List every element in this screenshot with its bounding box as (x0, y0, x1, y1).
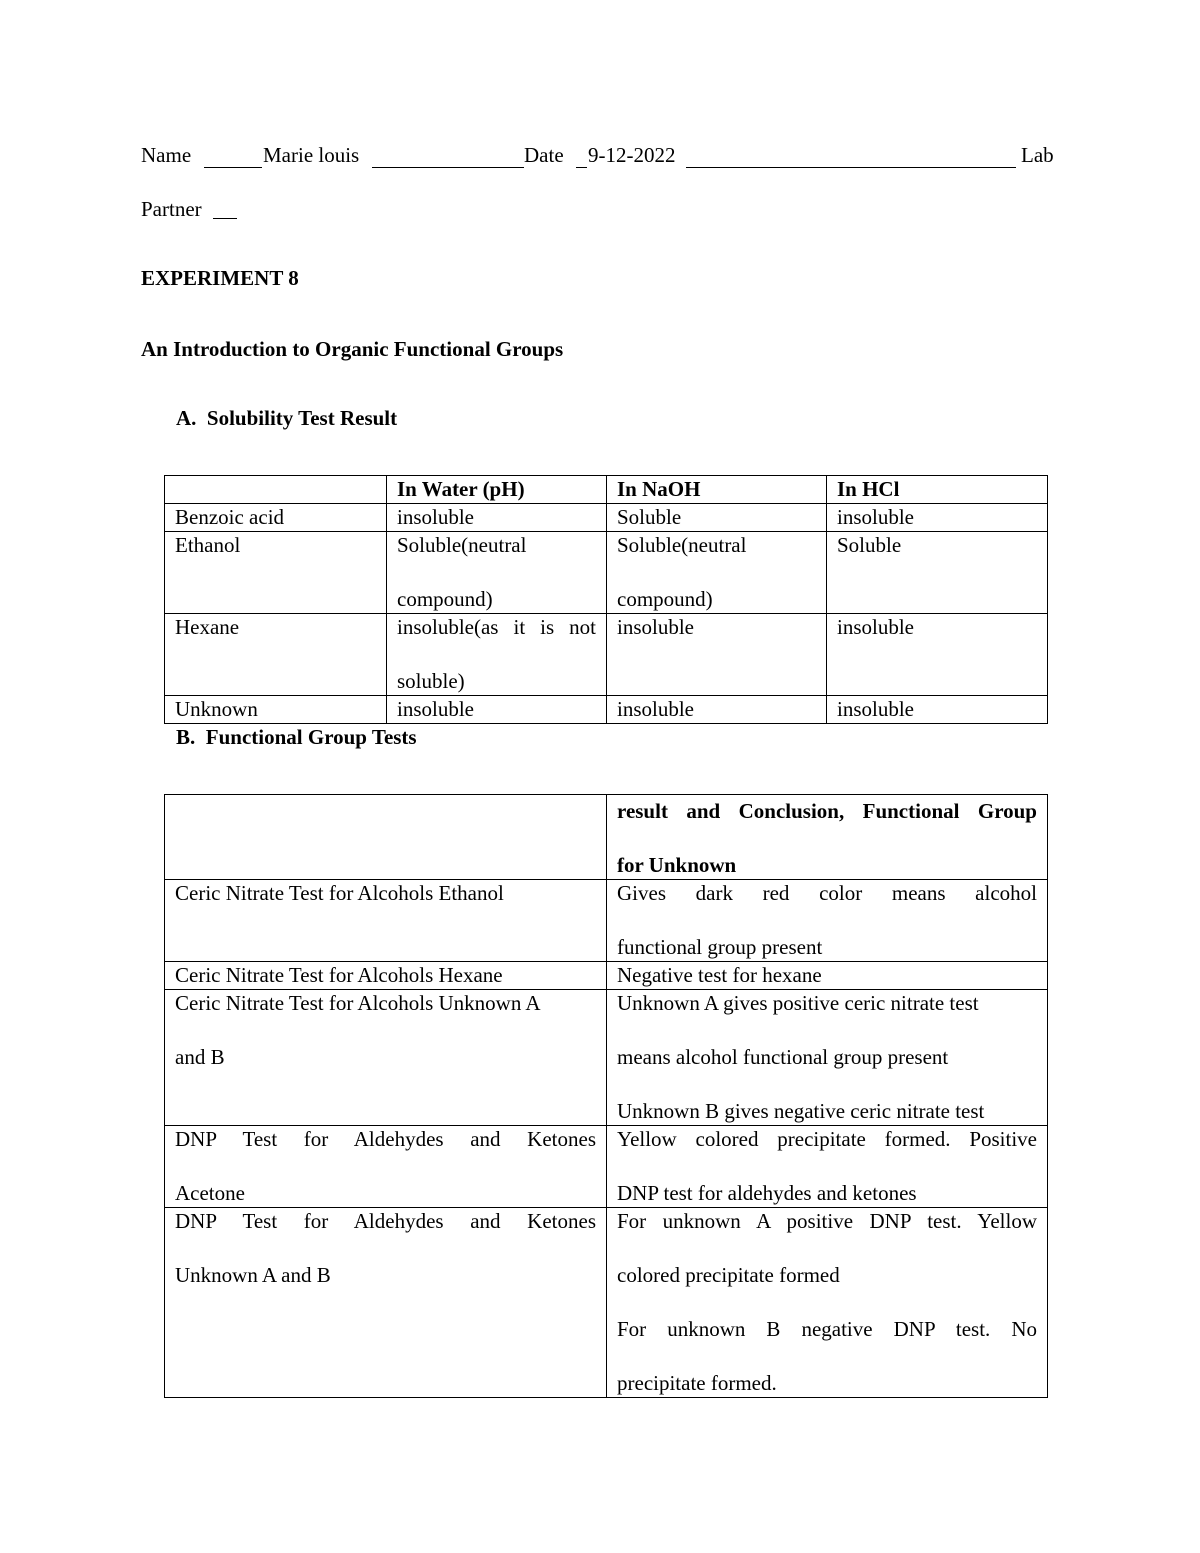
solubility-table (164, 475, 1048, 724)
table-cell (607, 1208, 1048, 1398)
table-header-cell (165, 795, 607, 880)
cell-line: Acetone (175, 1181, 245, 1205)
table-header-cell: In HCl (827, 476, 1048, 504)
partner-underline (213, 218, 237, 219)
table-header-row (165, 476, 1048, 504)
date-underline-tail (686, 167, 1016, 168)
table-cell: Soluble (827, 532, 1048, 614)
table-cell: insoluble (607, 614, 827, 696)
name-underline-tail (372, 167, 524, 168)
cell-line: Unknown A gives positive ceric nitrate test (617, 991, 979, 1015)
cell-line: precipitate formed. (617, 1371, 777, 1395)
cell-line: For unknown B negative DNP test. No (617, 1317, 1037, 1341)
cell-line: Unknown B gives negative ceric nitrate test (617, 1099, 985, 1123)
cell-line: DNP Test for Aldehydes and Ketones (175, 1209, 596, 1233)
cell-line: compound) (397, 587, 493, 611)
table-cell: Ceric Nitrate Test for Alcohols Hexane (165, 962, 607, 990)
experiment-title: EXPERIMENT 8 (141, 266, 299, 290)
cell-line: Ceric Nitrate Test for Alcohols Unknown A (175, 991, 541, 1015)
table-cell (165, 1126, 607, 1208)
cell-line: compound) (617, 587, 713, 611)
cell-line: means alcohol functional group present (617, 1045, 949, 1069)
table-cell: insoluble (387, 504, 607, 532)
table-row (165, 1126, 1048, 1208)
table-row (165, 614, 1048, 696)
table-cell (387, 532, 607, 614)
date-label: Date (524, 143, 564, 167)
cell-line: For unknown A positive DNP test. Yellow (617, 1209, 1037, 1233)
cell-line: and B (175, 1045, 225, 1069)
section-b-heading: B. Functional Group Tests (176, 725, 417, 749)
cell-line: DNP Test for Aldehydes and Ketones (175, 1127, 596, 1151)
table-cell (607, 1126, 1048, 1208)
table-cell: Benzoic acid (165, 504, 387, 532)
table-header-cell: In NaOH (607, 476, 827, 504)
lab-label: Lab (1021, 143, 1054, 167)
table-row (165, 504, 1048, 532)
table-header-row (165, 795, 1048, 880)
table-cell: insoluble (827, 504, 1048, 532)
table-row (165, 532, 1048, 614)
table-cell (607, 532, 827, 614)
partner-line (141, 197, 237, 222)
section-a-heading: A. Solubility Test Result (176, 406, 398, 430)
cell-line: Soluble(neutral (617, 533, 747, 557)
cell-line: Soluble(neutral (397, 533, 527, 557)
table-cell (387, 614, 607, 696)
cell-line: insoluble(as it is not (397, 615, 596, 639)
cell-line: Unknown A and B (175, 1263, 331, 1287)
table-cell: Unknown (165, 696, 387, 724)
name-label: Name (141, 143, 192, 167)
table-cell: insoluble (387, 696, 607, 724)
table-cell: Ceric Nitrate Test for Alcohols Ethanol (165, 880, 607, 962)
cell-line: DNP test for aldehydes and ketones (617, 1181, 917, 1205)
table-cell: insoluble (607, 696, 827, 724)
table-cell: Hexane (165, 614, 387, 696)
table-cell: Ethanol (165, 532, 387, 614)
header-line (141, 143, 1057, 171)
table-row (165, 880, 1048, 962)
cell-line: Gives dark red color means alcohol (617, 881, 1037, 905)
cell-line: result and Conclusion, Functional Group (617, 799, 1037, 823)
document-subtitle: An Introduction to Organic Functional Groups (141, 337, 564, 361)
table-cell: insoluble (827, 696, 1048, 724)
table-row (165, 962, 1048, 990)
name-underline-lead (204, 167, 262, 168)
table-row (165, 1208, 1048, 1398)
functional-group-table (164, 794, 1048, 1398)
date-value: 9-12-2022 (588, 143, 676, 167)
table-row (165, 696, 1048, 724)
cell-line: colored precipitate formed (617, 1263, 840, 1287)
name-value: Marie louis (263, 143, 360, 167)
cell-line: for Unknown (617, 853, 737, 877)
partner-label: Partner (141, 197, 202, 221)
table-cell (607, 880, 1048, 962)
table-header-cell (165, 476, 387, 504)
cell-line: functional group present (617, 935, 823, 959)
cell-line: Yellow colored precipitate formed. Positive (617, 1127, 1037, 1151)
table-cell: Soluble (607, 504, 827, 532)
table-row (165, 990, 1048, 1126)
table-cell: insoluble (827, 614, 1048, 696)
table-cell (607, 990, 1048, 1126)
table-header-cell (607, 795, 1048, 880)
date-underline-lead (576, 167, 587, 168)
table-cell (165, 1208, 607, 1398)
table-cell (165, 990, 607, 1126)
table-header-cell: In Water (pH) (387, 476, 607, 504)
table-cell: Negative test for hexane (607, 962, 1048, 990)
cell-line: soluble) (397, 669, 465, 693)
